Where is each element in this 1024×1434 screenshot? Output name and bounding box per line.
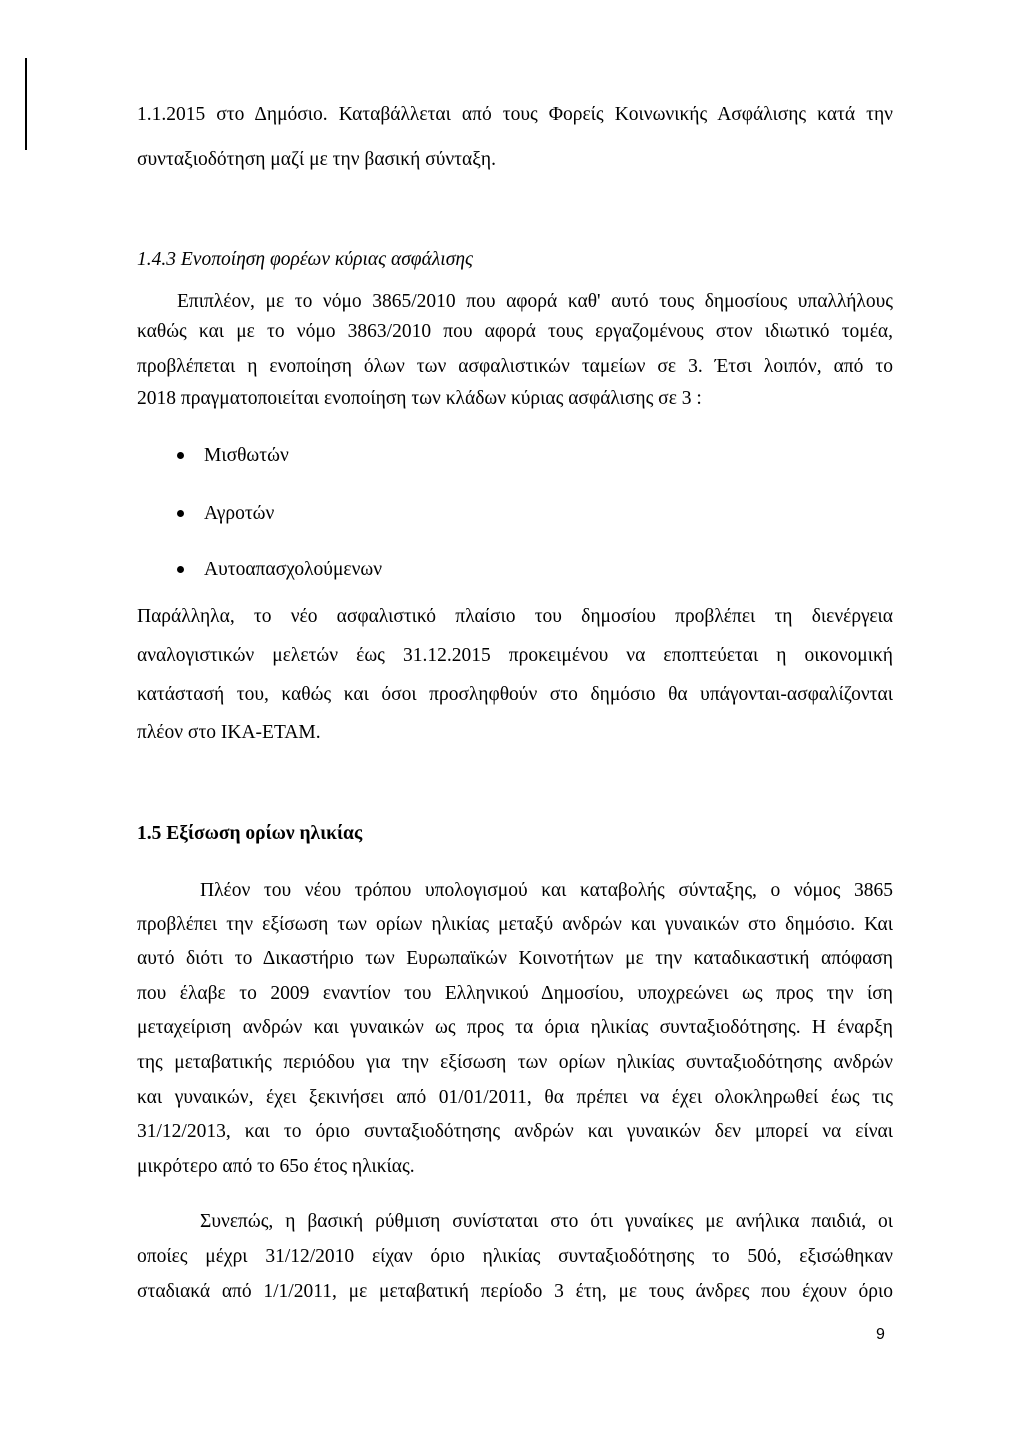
- paragraph-line: προβλέπεται η ενοποίηση όλων των ασφαλιστικών ταμείων σε 3. Έτσι λοιπόν, από το: [137, 356, 893, 377]
- paragraph-line: που έλαβε το 2009 εναντίον του Ελληνικού Δημοσίου, υποχρεώνει ως προς την ίση: [137, 983, 893, 1004]
- paragraph-line: σταδιακά από 1/1/2011, με μεταβατική περίοδο 3 έτη, με τους άνδρες που έχουν όριο: [137, 1281, 893, 1302]
- paragraph-line: Συνεπώς, η βασική ρύθμιση συνίσταται στο ότι γυναίκες με ανήλικα παιδιά, οι: [200, 1211, 893, 1232]
- paragraph-line: αυτό διότι το Δικαστήριο των Ευρωπαϊκών Κοινοτήτων με την καταδικαστική απόφαση: [137, 948, 893, 969]
- paragraph-line: 2018 πραγματοποιείται ενοποίηση των κλάδων κύριας ασφάλισης σε 3 :: [137, 388, 702, 409]
- bullet-text: Αυτοαπασχολούμενων: [204, 559, 383, 580]
- paragraph-line: προβλέπει την εξίσωση των ορίων ηλικίας μεταξύ ανδρών και γυναικών στο δημόσιο. Και: [137, 914, 893, 935]
- paragraph-line: αναλογιστικών μελετών έως 31.12.2015 προκειμένου να εποπτεύεται η οικονομική: [137, 645, 893, 666]
- margin-bar: [25, 58, 27, 150]
- paragraph-line: κατάστασή του, καθώς και όσοι προσληφθούν στο δημόσιο θα υπάγονται-ασφαλίζονται: [137, 684, 893, 705]
- bullet-icon: [177, 510, 184, 517]
- paragraph-line: Παράλληλα, το νέο ασφαλιστικό πλαίσιο του δημοσίου προβλέπει τη διενέργεια: [137, 606, 893, 627]
- paragraph-line: 31/12/2013, και το όριο συνταξιοδότησης ανδρών και γυναικών δεν μπορεί να είναι: [137, 1121, 893, 1142]
- bullet-text: Αγροτών: [204, 503, 275, 524]
- bullet-text: Μισθωτών: [204, 445, 289, 466]
- bullet-icon: [177, 566, 184, 573]
- paragraph-line: και γυναικών, έχει ξεκινήσει από 01/01/2011, θα πρέπει να έχει ολοκληρωθεί έως τις: [137, 1087, 893, 1108]
- paragraph-line: οποίες μέχρι 31/12/2010 είχαν όριο ηλικίας συνταξιοδότησης το 50ό, εξισώθηκαν: [137, 1246, 893, 1267]
- paragraph-line: Επιπλέον, με το νόμο 3865/2010 που αφορά καθ' αυτό τους δημοσίους υπαλλήλους: [177, 291, 893, 312]
- section-heading: 1.4.3 Ενοποίηση φορέων κύριας ασφάλισης: [137, 249, 473, 270]
- paragraph-line: 1.1.2015 στο Δημόσιο. Καταβάλλεται από τους Φορείς Κοινωνικής Ασφάλισης κατά την: [137, 104, 893, 125]
- paragraph-line: μεταχείριση ανδρών και γυναικών ως προς τα όρια ηλικίας συνταξιοδότησης. Η έναρξη: [137, 1017, 893, 1038]
- bullet-icon: [177, 452, 184, 459]
- paragraph-line: της μεταβατικής περιόδου για την εξίσωση των ορίων ηλικίας συνταξιοδότησης ανδρών: [137, 1052, 893, 1073]
- paragraph-line: συνταξιοδότηση μαζί με την βασική σύνταξη.: [137, 149, 496, 170]
- paragraph-line: καθώς και με το νόμο 3863/2010 που αφορά τους εργαζομένους στον ιδιωτικό τομέα,: [137, 321, 893, 342]
- paragraph-line: πλέον στο ΙΚΑ-ΕΤΑΜ.: [137, 722, 321, 743]
- page-number: 9: [876, 1326, 885, 1343]
- section-heading: 1.5 Εξίσωση ορίων ηλικίας: [137, 823, 363, 844]
- paragraph-line: μικρότερο από το 65ο έτος ηλικίας.: [137, 1156, 415, 1177]
- paragraph-line: Πλέον του νέου τρόπου υπολογισμού και καταβολής σύνταξης, ο νόμος 3865: [200, 880, 893, 901]
